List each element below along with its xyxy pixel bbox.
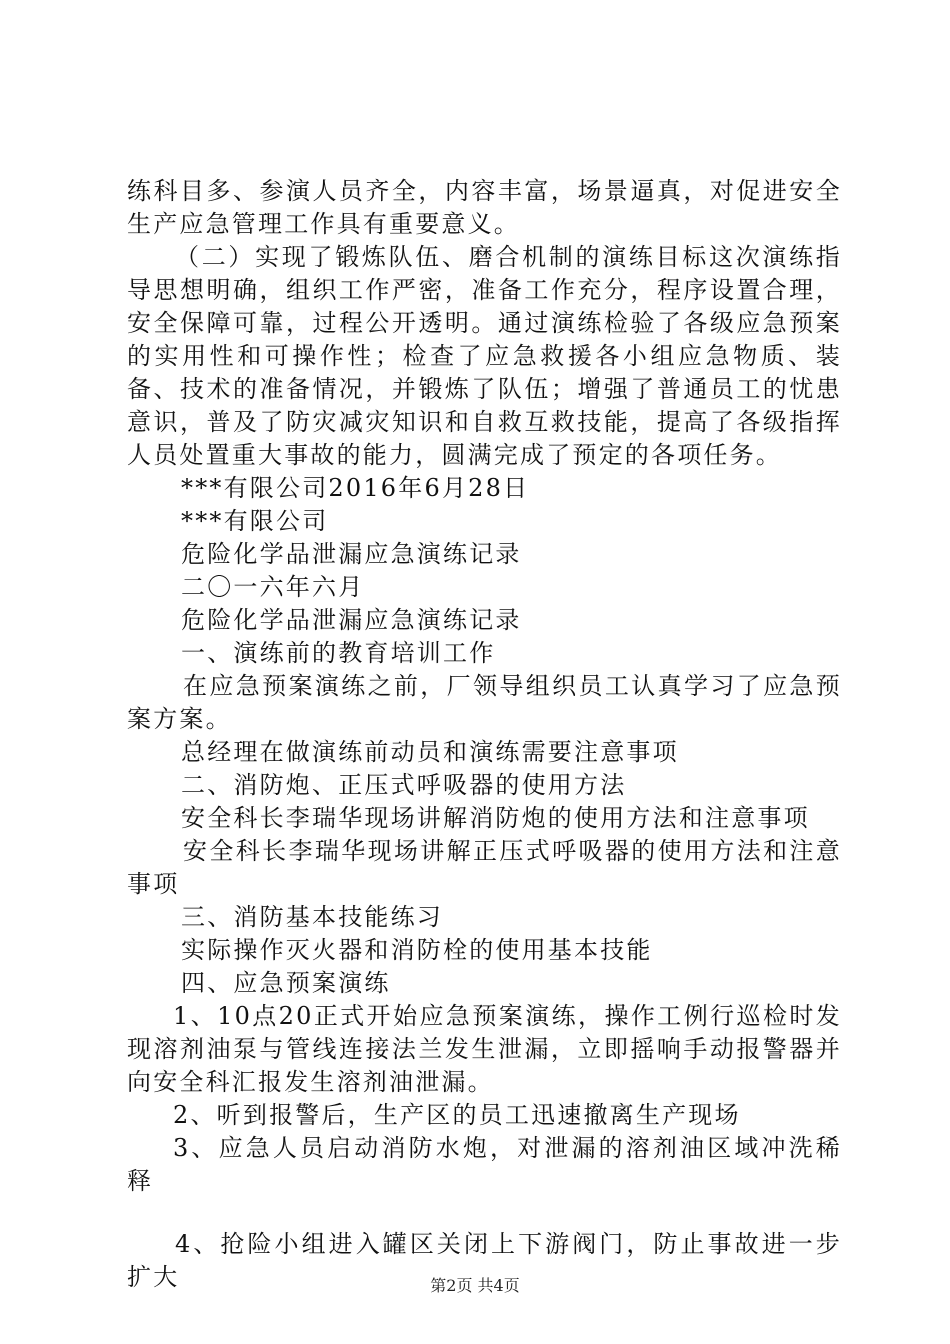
- section-heading-drill: 四、应急预案演练: [181, 969, 391, 997]
- drill-step-4: 4、抢险小组进入罐区关闭上下游阀门，防止事故进一步扩大: [127, 1230, 842, 1291]
- paragraph-mobilization: 总经理在做演练前动员和演练需要注意事项: [181, 738, 679, 766]
- page-footer: [0, 1276, 950, 1296]
- drill-step-3: 3、应急人员启动消防水炮，对泄漏的溶剂油区域冲洗稀释: [127, 1134, 842, 1195]
- paragraph-fire-cannon: 安全科长李瑞华现场讲解消防炮的使用方法和注意事项: [181, 804, 810, 832]
- section-heading-skills: 三、消防基本技能练习: [181, 903, 443, 931]
- paragraph-drill-goals: （二）实现了锻炼队伍、磨合机制的演练目标这次演练指导思想明确，组织工作严密，准备工作充分，程序设置合理，安全保障可靠，过程公开透明。通过演练检验了各级应急预案的实用性和可操作性；检查了应急救援各小组应急物质、装备、技术的准备情况，并锻炼了队伍；增强了普通员工的忧患意识，普及了防灾减灾知识和自救互救技能，提高了各级指挥人员处置重大事故的能力，圆满完成了预定的各项任务。: [127, 243, 842, 469]
- page-number: 第2页 共4页: [430, 1276, 520, 1295]
- paragraph-drill-summary: 练科目多、参演人员齐全，内容丰富，场景逼真，对促进安全生产应急管理工作具有重要意义。: [127, 177, 842, 238]
- company-name: ***有限公司: [181, 507, 329, 535]
- company-date-line: ***有限公司2016年6月28日: [181, 474, 530, 502]
- paragraph-gap: [127, 1198, 842, 1228]
- record-date: 二〇一六年六月: [181, 573, 365, 601]
- drill-step-1: 1、10点20正式开始应急预案演练，操作工例行巡检时发现溶剂油泵与管线连接法兰发生泄漏，立即摇响手动报警器并向安全科汇报发生溶剂油泄漏。: [127, 1002, 842, 1096]
- section-heading-training: 一、演练前的教育培训工作: [181, 639, 496, 667]
- drill-step-2: 2、听到报警后，生产区的员工迅速撤离生产现场: [173, 1101, 741, 1129]
- paragraph-breathing-apparatus: 安全科长李瑞华现场讲解正压式呼吸器的使用方法和注意事项: [127, 837, 842, 898]
- paragraph-training: 在应急预案演练之前，厂领导组织员工认真学习了应急预案方案。: [127, 672, 842, 733]
- record-title: 危险化学品泄漏应急演练记录: [181, 540, 522, 568]
- section-heading-equipment: 二、消防炮、正压式呼吸器的使用方法: [181, 771, 627, 799]
- record-title-repeat: 危险化学品泄漏应急演练记录: [181, 606, 522, 634]
- paragraph-extinguisher-practice: 实际操作灭火器和消防栓的使用基本技能: [181, 936, 653, 964]
- document-body: [127, 175, 842, 1294]
